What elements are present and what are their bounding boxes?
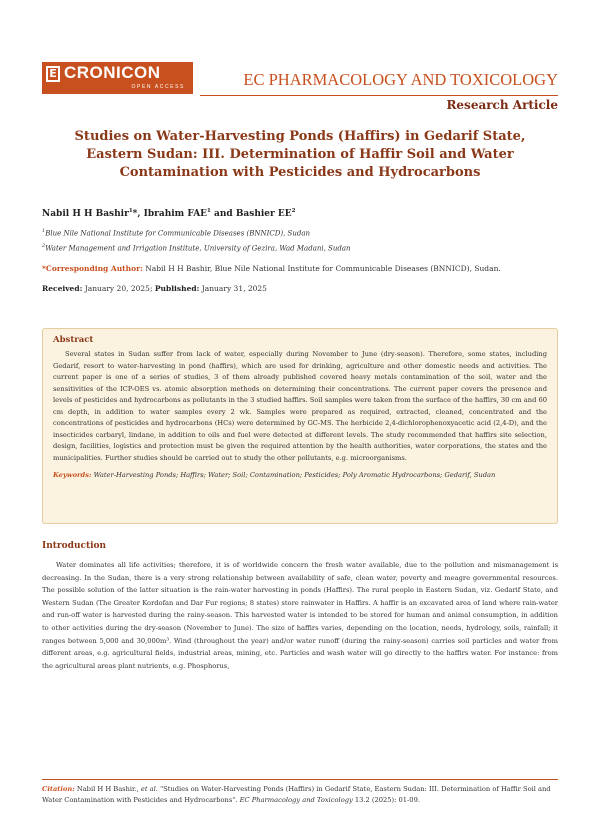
keywords-list: Water-Harvesting Ponds; Haffirs; Water; Soil; Contamination; Pesticides; Poly Aromatic Hydrocarbons; Gedarif, Sudan [91, 471, 496, 479]
author-name: Bashier EE [235, 209, 292, 219]
abstract-text: Several states in Sudan suffer from lack of water, especially during November to June (dry-season). Therefore, some states, including Gedarif, resort to water-harvesting in pond (haffirs), which are used for drinking, agriculture and other domestic needs and activities. The current paper is one of a series of studies, 3 of them already published covered heavy metals contamination of the soil, water and the sensitivities of the ICP-OES vs. atomic absorption methods on determining their concentrations. The current paper covers the presence and levels of pesticides and hydrocarbons as pollutants in the 3 studied haffirs. Soil samples were taken from the surface of the haffirs, 30 cm and 60 cm depth, in addition to water samples every 2 wk. Samples were prepared as required, extracted, cleaned, concentrated and the concentrations of pesticides and hydrocarbons (HCs) were determined by GC-MS. The herbicide 2,4-dichlorophenoxyacetic acid (2,4-D), and the insecticides carbaryl, lindane, in addition to oils and fuel were detected at different levels. The study recommended that haffirs site selection, design, facilities, logistics and protection must be given the required attention by the health authorities, water corporations, the states and the municipalities. Further studies should be carried out to study the other pollutants, e.g. microorganisms. [53, 350, 547, 462]
publication-dates [42, 284, 267, 293]
published-date: January 31, 2025 [199, 284, 267, 293]
author-separator: , [137, 209, 144, 219]
citation: Citation: Nabil H H Bashir., et al. "Studies on Water-Harvesting Ponds (Haffirs) in Gedarif State, Eastern Sudan: III. Determination of Haffir Soil and Water Contamination with Pesticides and Hydrocarbons". EC Pharmacology and Toxicology 13.2 (2025): 01-09. [42, 785, 551, 804]
author-name: Nabil H H Bashir [42, 209, 129, 219]
abstract-box [42, 328, 558, 524]
introduction-text: Water dominates all life activities; therefore, it is of worldwide concern the fresh water available, due to the pollution and mismanagement is decreasing. In the Sudan, there is a very strong relationship between availability of safe, clean water, poverty and meagre governmental resources. The possible solution of the latter situation is the rain-water harvesting in ponds (Haffirs). The rural people in Eastern Sudan, viz. Gedarif State, and Western Sudan (The Greater Kordofan and Dar Fur regions; 8 states) store rainwater in Haffirs. A haffir is an excavated area of land where rain-water and run-off water is harvested during the rainy-season. This harvested water is intended to be stored for human and animal consumption, in addition to other activities during the dry-season (November to June). The size of haffirs varies, depending on the location, needs, hydrology, soils, rainfall; it ranges between 5,000 and 30,000m³. Wind (throughout the year) and/or water runoff (during the rainy-season) carries soil particles and water from different areas, e.g. agricultural fields, industrial areas, mining, etc. Particles and wash water will go directly to the haffirs water. For instance: from the agricultural areas plant nutrients, e.g. Phosphorus, [42, 561, 558, 670]
journal-name: EC PHARMACOLOGY AND TOXICOLOGY [243, 70, 558, 89]
author-separator: and [210, 209, 236, 219]
logo-mark-icon: E [46, 66, 60, 82]
paper-title: Studies on Water-Harvesting Ponds (Haffirs) in Gedarif State, Eastern Sudan: III. Determination of Haffir Soil and Water Contamination with Pesticides and Hydrocarbons [74, 129, 526, 180]
corresponding-author [42, 264, 501, 273]
corresponding-label: *Corresponding Author: [42, 264, 143, 273]
logo-name: CRONICON [64, 63, 161, 82]
cronicon-logo[interactable] [42, 62, 193, 94]
logo-subtitle: OPEN ACCESS [131, 84, 185, 90]
abstract-title: Abstract [53, 335, 94, 345]
citation-label: Citation: [42, 785, 75, 793]
author-name: Ibrahim FAE [143, 209, 208, 219]
author-list [42, 208, 295, 219]
author-affiliation-mark: 2 [291, 208, 296, 214]
keywords [53, 471, 547, 479]
affiliation-line: $^1$Blue Nile National Institute for Communicable Diseases (BNNICD), Sudan [42, 228, 311, 238]
author-affiliation-mark: 1 [207, 208, 211, 214]
keywords-label: Keywords: [53, 471, 92, 479]
header-divider [200, 95, 558, 96]
article-type: Research Article [446, 98, 558, 112]
corresponding-mark: * [132, 209, 138, 219]
author-affiliation-mark: 1 [128, 208, 133, 214]
journal-header [0, 62, 600, 102]
corresponding-text: Nabil H H Bashir, Blue Nile National Institute for Communicable Diseases (BNNICD), Sudan. [142, 264, 501, 273]
footer-divider [42, 779, 558, 780]
affiliation-line: $^2$Water Management and Irrigation Institute, University of Gezira, Wad Madani, Sudan [42, 243, 351, 253]
affiliations [42, 225, 351, 256]
citation-journal: EC Pharmacology and Toxicology [239, 796, 353, 804]
received-label: Received: [42, 284, 83, 293]
introduction-heading: Introduction [42, 541, 107, 551]
published-label: Published: [154, 284, 200, 293]
received-date: January 20, 2025; [82, 284, 155, 293]
